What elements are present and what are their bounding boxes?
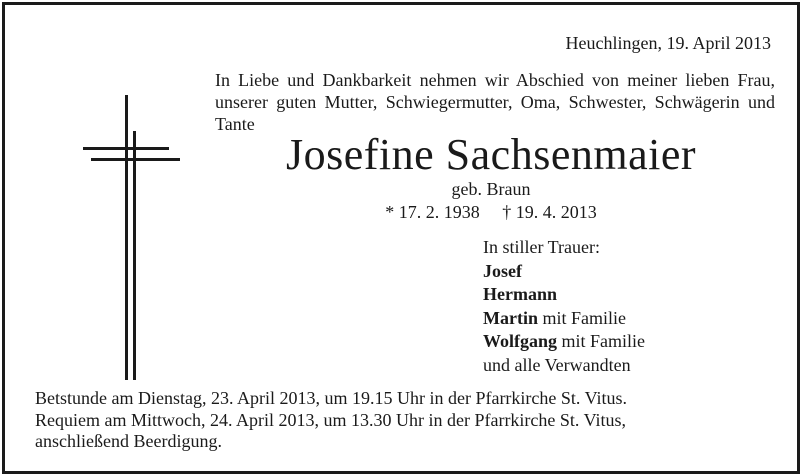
place-date: Heuchlingen, 19. April 2013 [565, 33, 771, 53]
life-dates [5, 202, 797, 223]
mourner-name: Wolfgang [483, 331, 558, 351]
mourner-suffix: mit Familie [537, 307, 626, 328]
maiden-name: geb. Braun [451, 179, 531, 199]
notice-line: anschließend Beerdigung. [35, 431, 222, 451]
deceased-name: Josefine Sachsenmaier [285, 130, 697, 179]
mourner-name: Hermann [483, 284, 557, 304]
intro-text: In Liebe und Dankbarkeit nehmen wir Abschied von meiner lieben Frau, unserer guten Mutter, Schwiegermutter, Oma, Schwester, Schwägerin und Tante [215, 70, 775, 134]
mourner-item [483, 330, 645, 354]
birth-date: * 17. 2. 1938 [385, 202, 480, 222]
mourner-item [483, 283, 645, 307]
obituary-frame [2, 2, 800, 474]
mourners-list [483, 236, 645, 377]
mourner-suffix: mit Familie [557, 331, 646, 351]
mourners-closing: und alle Verwandten [483, 354, 631, 375]
notice-line: Betstunde am Dienstag, 23. April 2013, um 19.15 Uhr in der Pfarrkirche St. Vitus. [35, 388, 628, 408]
death-date: † 19. 4. 2013 [502, 202, 597, 222]
service-notices [35, 388, 627, 453]
mourner-item [483, 260, 645, 284]
mourner-name: Martin [483, 307, 538, 328]
mourner-item [483, 307, 645, 331]
mourner-name: Josef [483, 260, 522, 281]
mourners-heading: In stiller Trauer: [483, 237, 600, 257]
notice-line: Requiem am Mittwoch, 24. April 2013, um 13.30 Uhr in der Pfarrkirche St. Vitus, [35, 409, 627, 430]
